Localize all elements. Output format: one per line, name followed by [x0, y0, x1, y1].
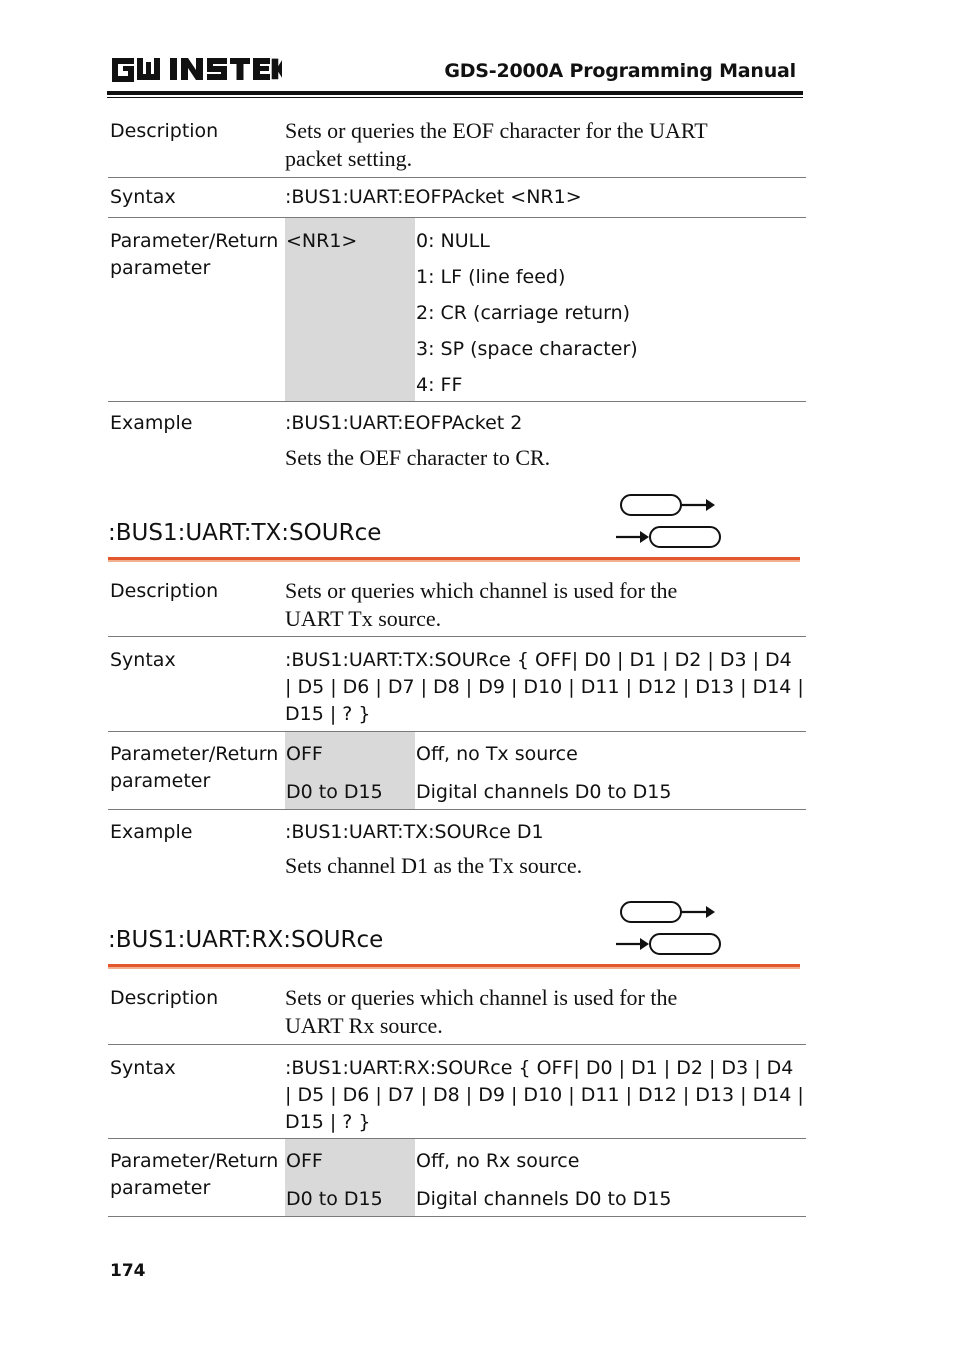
description-line: Sets or queries which channel is used for the [285, 985, 678, 1010]
syntax-label: Syntax [110, 186, 176, 208]
syntax-row [108, 637, 806, 732]
set-query-icon [614, 493, 724, 551]
description-row [108, 983, 806, 1045]
parameter-label-line: parameter [110, 770, 211, 792]
parameter-value: 4: FF [416, 374, 463, 396]
parameter-label-line: Parameter/Return [110, 230, 279, 252]
description-text [285, 576, 806, 633]
syntax-label: Syntax [110, 649, 176, 671]
parameter-desc: Off, no Rx source [416, 1150, 580, 1172]
parameter-row [108, 218, 806, 402]
parameter-table [285, 732, 806, 809]
syntax-row [108, 178, 806, 218]
parameter-desc: Off, no Tx source [416, 743, 578, 765]
example-command: :BUS1:UART:TX:SOURce D1 [285, 821, 544, 843]
parameter-name: OFF [285, 1139, 415, 1177]
syntax-line: :BUS1:UART:RX:SOURce { OFF| D0 | D1 | D2 | D3 | D4 [285, 1057, 794, 1079]
syntax-line: D15 | ? } [285, 1111, 371, 1133]
syntax-line: :BUS1:UART:TX:SOURce { OFF| D0 | D1 | D2 | D3 | D4 [285, 649, 792, 671]
description-line: Sets or queries which channel is used for the [285, 578, 678, 603]
description-label: Description [110, 987, 219, 1009]
parameter-row [108, 1139, 806, 1217]
syntax-line: | D5 | D6 | D7 | D8 | D9 | D10 | D11 | D12 | D13 | D14 | [285, 1084, 804, 1106]
syntax-label: Syntax [110, 1057, 176, 1079]
parameter-desc: Digital channels D0 to D15 [416, 1188, 672, 1210]
description-text [285, 116, 806, 173]
parameter-entry [285, 770, 806, 809]
parameter-label-line: Parameter/Return [110, 743, 279, 765]
set-query-icon [614, 900, 724, 958]
parameter-entry [285, 1139, 806, 1177]
page-number: 174 [110, 1261, 146, 1281]
example-label: Example [110, 821, 193, 843]
parameter-value: 2: CR (carriage return) [416, 302, 631, 324]
parameter-values [415, 218, 638, 401]
description-line: packet setting. [285, 146, 413, 171]
tx-source-heading: :BUS1:UART:TX:SOURce [108, 520, 382, 546]
syntax-text [285, 637, 806, 728]
syntax-line: | D5 | D6 | D7 | D8 | D9 | D10 | D11 | D12 | D13 | D14 | [285, 676, 804, 698]
example-description: Sets channel D1 as the Tx source. [285, 853, 583, 878]
parameter-name: D0 to D15 [285, 1177, 415, 1216]
example-row [108, 402, 806, 482]
syntax-row [108, 1045, 806, 1139]
parameter-name: OFF [285, 732, 415, 770]
parameter-label [110, 228, 286, 282]
description-line: Sets or queries the EOF character for the UART [285, 118, 708, 143]
header-rule-thin [107, 97, 803, 98]
parameter-value: 3: SP (space character) [416, 338, 638, 360]
parameter-label-line: parameter [110, 1177, 211, 1199]
description-row [108, 116, 806, 178]
rx-source-heading: :BUS1:UART:RX:SOURce [108, 927, 384, 953]
parameter-value: 0: NULL [416, 230, 490, 252]
description-row [108, 576, 806, 637]
description-line: UART Tx source. [285, 606, 442, 631]
parameter-label-line: parameter [110, 257, 211, 279]
manual-title: GDS-2000A Programming Manual [444, 60, 796, 82]
rx-source-section [108, 983, 806, 1217]
parameter-name: D0 to D15 [285, 770, 415, 809]
tx-source-heading-rule [108, 557, 800, 562]
example-description: Sets the OEF character to CR. [285, 445, 551, 470]
syntax-text: :BUS1:UART:EOFPAcket <NR1> [285, 186, 582, 208]
rx-source-heading-rule [108, 964, 800, 969]
example-row [108, 810, 806, 890]
parameter-label [110, 741, 286, 795]
header-rule [107, 91, 803, 95]
parameter-value: 1: LF (line feed) [416, 266, 566, 288]
parameter-label [110, 1148, 286, 1202]
parameter-entry [285, 1177, 806, 1216]
parameter-label-line: Parameter/Return [110, 1150, 279, 1172]
parameter-table [285, 1139, 806, 1216]
syntax-text [285, 1045, 806, 1136]
description-label: Description [110, 120, 219, 142]
gw-instek-logo [110, 52, 282, 86]
parameter-entry [285, 732, 806, 770]
description-line: UART Rx source. [285, 1013, 443, 1038]
example-command: :BUS1:UART:EOFPAcket 2 [285, 412, 523, 434]
description-label: Description [110, 580, 219, 602]
tx-source-section [108, 576, 806, 890]
parameter-name: <NR1> [285, 218, 415, 401]
example-label: Example [110, 412, 193, 434]
parameter-row [108, 732, 806, 810]
parameter-table [285, 218, 806, 401]
description-text [285, 983, 806, 1040]
parameter-desc: Digital channels D0 to D15 [416, 781, 672, 803]
syntax-line: D15 | ? } [285, 703, 371, 725]
eofpacket-section [108, 116, 806, 482]
